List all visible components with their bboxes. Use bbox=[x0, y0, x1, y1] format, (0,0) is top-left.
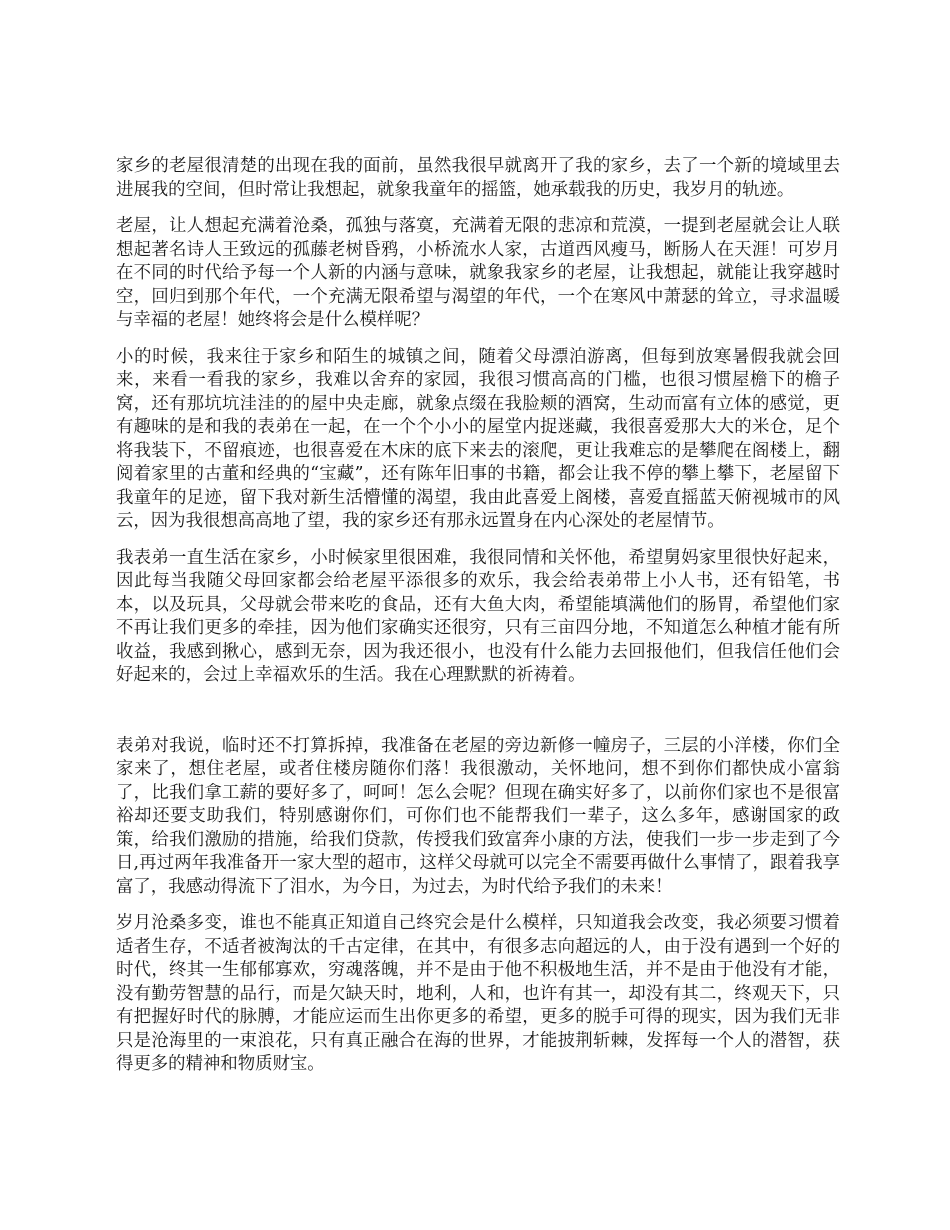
paragraph-4: 我表弟一直生活在家乡，小时候家里很困难，我很同情和关怀他，希望舅妈家里很快好起来，因此每当我随父母回家都会给老屋平添很多的欢乐，我会给表弟带上小人书，还有铅笔，书本，以及玩具，父母就会带来吃的食品，还有大鱼大肉，希望能填满他们的肠胃，希望他们家不再让我们更多的牵挂，因为他们家确实还很穷，只有三亩四分地，不知道怎么种植才能有所收益，我感到揪心，感到无奈，因为我还很小，也没有什么能力去回报他们，但我信任他们会好起来的，会过上幸福欢乐的生活。我在心理默默的祈祷着。 bbox=[116, 547, 840, 685]
document-body bbox=[116, 155, 840, 1090]
paragraph-3: 小的时候，我来往于家乡和陌生的城镇之间，随着父母漂泊游离，但每到放寒暑假我就会回来，来看一看我的家乡，我难以舍弃的家园，我很习惯高高的门槛，也很习惯屋檐下的檐子窝，还有那坑坑洼洼的的屋中央走廊，就象点缀在我脸颊的酒窝，生动而富有立体的感觉，更有趣味的是和我的表弟在一起，在一个个小小的屋堂内捉迷藏，我很喜爱那大大的米仓，足个将我装下，不留痕迹，也很喜爱在木床的底下来去的滚爬，更让我难忘的是攀爬在阁楼上，翻阅着家里的古董和经典的“宝藏”，还有陈年旧事的书籍，都会让我不停的攀上攀下，老屋留下我童年的足迹，留下我对新生活懵懂的渴望，我由此喜爱上阁楼，喜爱直摇蓝天俯视城市的风云，因为我很想高高地了望，我的家乡还有那永远置身在内心深处的老屋情节。 bbox=[116, 346, 840, 531]
paragraph-6: 岁月沧桑多变，谁也不能真正知道自己终究会是什么模样，只知道我会改变，我必须要习惯着适者生存，不适者被淘汰的千古定律，在其中，有很多志向超远的人，由于没有遇到一个好的时代，终其一生郁郁寡欢，穷魂落魄，并不是由于他不积极地生活，并不是由于他没有才能，没有勤劳智慧的品行，而是欠缺天时，地利，人和，也许有其一，却没有其二，终观天下，只有把握好时代的脉膊，才能应运而生出你更多的希望，更多的脱手可得的现实，因为我们无非只是沧海里的一束浪花，只有真正融合在海的世界，才能披荆斩棘，发挥每一个人的潜智，获得更多的精神和物质财宝。 bbox=[116, 913, 840, 1074]
paragraph-2: 老屋，让人想起充满着沧桑，孤独与落寞，充满着无限的悲凉和荒漠，一提到老屋就会让人联想起著名诗人王致远的孤藤老树昏鸦，小桥流水人家，古道西风瘦马，断肠人在天涯！可岁月在不同的时代给予每一个人新的内涵与意味，就象我家乡的老屋，让我想起，就能让我穿越时空，回归到那个年代，一个充满无限希望与渴望的年代，一个在寒风中萧瑟的耸立，寻求温暖与幸福的老屋！她终将会是什么模样呢？ bbox=[116, 216, 840, 330]
paragraph-1: 家乡的老屋很清楚的出现在我的面前，虽然我很早就离开了我的家乡，去了一个新的境域里去进展我的空间，但时常让我想起，就象我童年的摇篮，她承载我的历史，我岁月的轨迹。 bbox=[116, 156, 840, 200]
paragraph-5: 表弟对我说，临时还不打算拆掉，我准备在老屋的旁边新修一幢房子，三层的小洋楼，你们全家来了，想住老屋，或者住楼房随你们落！我很激动，关怀地问，想不到你们都快成小富翁了，比我们拿工薪的要好多了，呵呵！怎么会呢？但现在确实好多了，以前你们家也不是很富裕却还要支助我们，特别感谢你们，可你们也不能帮我们一辈子，这么多年，感谢国家的政策，给我们激励的措施，给我们贷款，传授我们致富奔小康的方法，使我们一步一步走到了今日,再过两年我准备开一家大型的超市，这样父母就可以完全不需要再做什么事情了，跟着我享富了，我感动得流下了泪水，为今日，为过去，为时代给予我们的未来！ bbox=[116, 735, 840, 897]
